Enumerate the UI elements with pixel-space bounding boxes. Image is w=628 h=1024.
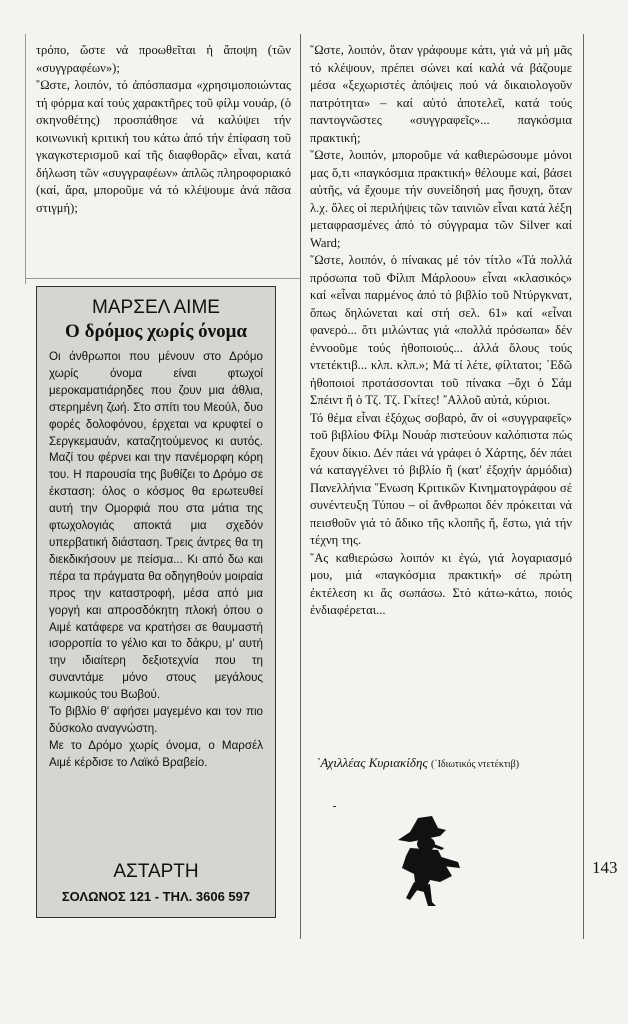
ad-paragraph: Με το Δρόμο χωρίς όνομα, ο Μαρσέλ Αιμέ κέρδισε το Λαϊκό Βραβείο. — [49, 738, 263, 769]
ad-title: Ο δρόμος χωρίς όνομα — [65, 321, 247, 342]
right-paragraph: ῞Ωστε, λοιπόν, ὁ πίνακας μέ τόν τίτλο «Τά πολλά πρόσωπα τοῦ Φίλιπ Μάρλοου» εἶναι «κλασικός» καί «εἶναι παρμένος ἀπό τό βιβλίο τοῦ Ντύργκνατ, ὅπως δηλώνεται καί στή σελ. 61» καί «εἶναι φανερό... ὅτι μιλώντας γιά «πολλά πρόσωπα» δέν ἐννοοῦμε τούς ἠθοποιούς... ἀλλά ὅλους τούς ντετέκτιβ... κλπ. κλπ.»; Μά τί λέτε, φίλτατοι; ᾿Εδῶ ἠθοποιοί προτάσσονται τοῦ πίνακα –ὄχι ὁ Σάμ Σπέιντ ἤ ὁ Τζ. Τζ. Γκίτες! ῎Αλλοῦ αὐτά, κύριοι. — [310, 253, 572, 407]
left-column-text — [36, 42, 291, 217]
page-number: 143 — [592, 858, 618, 877]
stray-mark — [333, 806, 336, 807]
frame-line-left — [25, 34, 26, 284]
frame-line-right — [583, 34, 584, 939]
right-paragraph: ῞Ας καθιερώσω λοιπόν κι ἐγώ, γιά λογαριασμό μου, μιά «παγκόσμια πρακτική» σέ πρώτη ἐκτέλεση κι ἄς σωπάσω. Στό κάτω-κάτω, ποιός ἐνδιαφέρεται... — [310, 550, 572, 617]
divider-horizontal — [25, 278, 300, 279]
ad-author: ΜΑΡΣΕΛ ΑΙΜΕ — [92, 297, 220, 318]
ad-body — [49, 349, 263, 772]
ad-paragraph: Οι άνθρωποι που μένουν στο Δρόμο χωρίς όνομα είναι φτωχοί μεροκαματιάρηδες που ζουν μια άθλια, στερημένη ζωή. Στο σπίτι του Μεούλ, δυο φορές δολοφόνου, έρχεται να κρυφτεί ο Σεργκεμαυάν, καταζητούμενος κι αυτός. Μαζί του φέρνει και την πανέμορφη κόρη του. Η παρουσία της βυθίζει το Δρόμο σε έκσταση: όλος ο κόσμος θα ερωτευθεί αυτή την Ομορφιά που στα μάτια της φτωχολογιάς αποκτά μια σχεδόν υπερβατική διάσταση. Τρεις άντρες θα τη διεκδικήσουν με πείσμα... Κι από δω και πέρα τα πράγματα θα οδηγηθούν μοιραία προς την καταστροφή, μέσα από μια γοργή και απροσδόκητη πλοκή όπου ο Αιμέ κατάφερε να κρατήσει σε θαυμαστή ισορροπία το γέλιο και το δάκρυ, μ' αυτή την ιδιαίτερη δεξιοτεχνία που τη συναντάμε μόνο στους μεγάλους κωμικούς του Βωβού. — [49, 350, 263, 702]
signature-note: (᾿Ιδιωτικός ντετέκτιβ) — [430, 759, 520, 770]
ad-address: ΣΟΛΩΝΟΣ 121 - ΤΗΛ. 3606 597 — [61, 889, 251, 904]
right-paragraph: ῞Ωστε, λοιπόν, μποροῦμε νά καθιερώσουμε μόνοι μας ὅ,τι «παγκόσμια πρακτική» θέλουμε καί, βάσει αὐτῆς, νά ἔχουμε τήν συνείδησή μας ἥσυχη, ὅταν λ.χ. ὅλες οἱ περιλήψεις τῶν ταινιῶν εἶναι κατά λέξη μεταφρασμένες ἀπό τό σύγγραμα τῶν Silver καί Ward; — [310, 148, 572, 250]
right-paragraph: ῞Ωστε, λοιπόν, ὅταν γράφουμε κάτι, γιά νά μή μᾶς τό κλέψουν, πρέπει σώνει καί καλά νά βάζουμε μέσα «ξεχωριστές ἀπόψεις πού νά δικαιολογοῦν πατρότητα» – καί αὐτό ἀποτελεῖ, κατά τούς παντογνῶστες «συγγραφεῖς»... παγκόσμια πρακτική; — [310, 43, 572, 145]
book-advertisement — [36, 286, 276, 918]
ad-paragraph: Το βιβλίο θ' αφήσει μαγεμένο και τον πιο δύσκολο αναγνώστη. — [49, 705, 263, 735]
right-column-text — [310, 42, 572, 620]
detective-silhouette-icon — [380, 810, 476, 910]
ad-publisher: ΑΣΤΑΡΤΗ — [113, 861, 199, 882]
column-divider — [300, 34, 301, 939]
left-paragraph: ῞Ωστε, λοιπόν, τό ἀπόσπασμα «χρησιμοποιώντας τή φόρμα καί τούς χαρακτῆρες τοῦ φίλμ νουάρ, (ὁ σκηνοθέτης) προσπάθησε νά καλύψει τήν κοινωνική κριτική του κάτω ἀπό τήν ἐπίφαση τοῦ γκαγκστερισμοῦ καί τῆς διαφθορᾶς» εἶναι, κατά δήλωση τῶν «συγγραφέων» ἁπλῶς πληροφοριακό (καί, ἄρα, μποροῦμε νά τό κλέψουμε ἀνά πᾶσα στιγμή); — [36, 78, 291, 215]
left-paragraph: τρόπο, ὥστε νά προωθεῖται ἡ ἄποψη (τῶν «συγγραφέων»); — [36, 43, 291, 75]
right-paragraph: Τό θέμα εἶναι ἐξόχως σοβαρό, ἄν οἱ «συγγραφεῖς» τοῦ βιβλίου Φίλμ Νουάρ πιστεύουν καλόπιστα πώς ἔχουν δίκιο. Δέν πάει νά γράφει ὁ Χάρτης, δέν πάει νά καταγγέλνει τό βιβλίο ἤ (κατ' ἐξοχήν ἁρμόδια) Πανελλήνια ῞Ενωση Κριτικῶν Κινηματογράφου σέ συνέντευξη Τύπου – οἱ ἄνθρωποι δέν πρόκειται νά πεισθοῦν γιά τό ἄδικο τῆς κλοπῆς ἤ, ἔστω, γιά τήν τέχνη της. — [310, 410, 572, 547]
signature — [316, 755, 578, 771]
signature-name: ᾿Αχιλλέας Κυριακίδης — [316, 755, 428, 770]
